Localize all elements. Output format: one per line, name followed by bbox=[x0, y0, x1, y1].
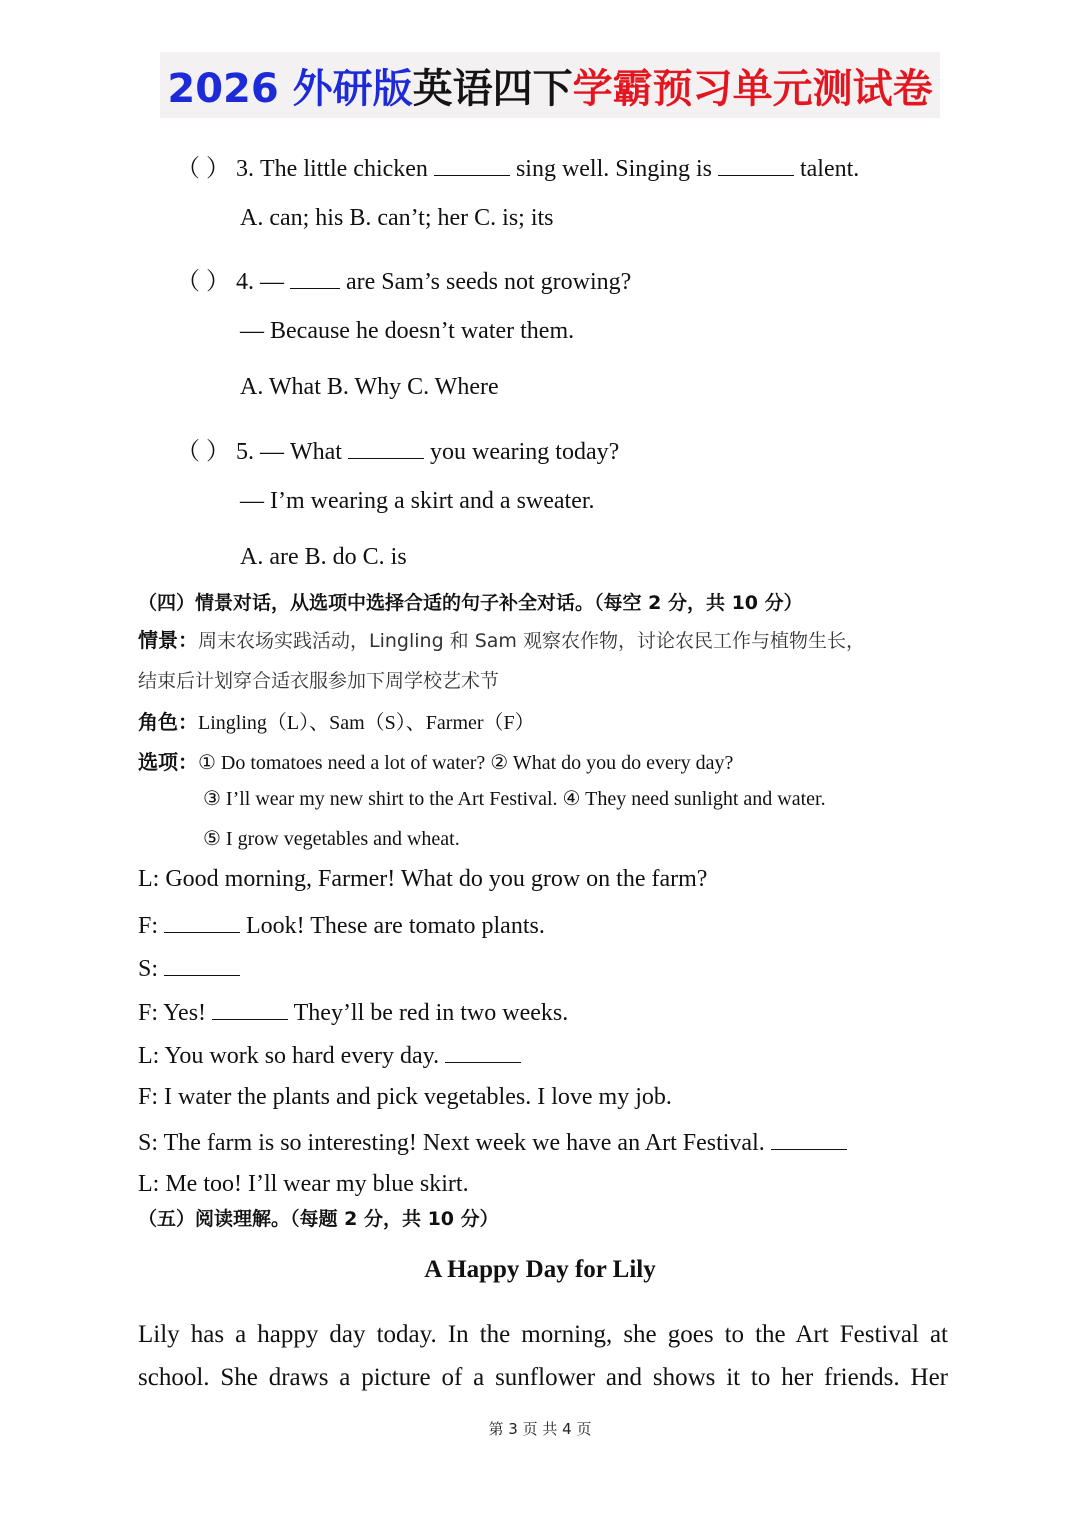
section-4-heading: （四）情景对话，从选项中选择合适的句子补全对话。（每空 2 分，共 10 分） bbox=[138, 592, 803, 614]
fill-blank[interactable] bbox=[434, 153, 510, 176]
fill-blank[interactable] bbox=[348, 436, 424, 459]
title-part-year: 2026 外研版 bbox=[167, 65, 413, 112]
scene-line bbox=[138, 624, 865, 653]
fill-blank[interactable] bbox=[164, 953, 240, 976]
dialogue-line: L: Me too! I’ll wear my blue skirt. bbox=[138, 1171, 469, 1197]
fill-blank[interactable] bbox=[718, 153, 794, 176]
dialogue-line: L: Good morning, Farmer! What do you grow on the farm? bbox=[138, 866, 708, 892]
reading-paragraph-line: school. She draws a picture of a sunflower and shows it to her friends. Her bbox=[138, 1364, 948, 1391]
choice-row: ③ I’ll wear my new shirt to the Art Festival. ④ They need sunlight and water. bbox=[203, 788, 826, 810]
document-title-banner bbox=[160, 52, 940, 118]
choice-row: ⑤ I grow vegetables and wheat. bbox=[203, 828, 460, 850]
question-5: （ ） 5. — What you wearing today? bbox=[176, 431, 619, 466]
dialogue-line: L: You work so hard every day. bbox=[138, 1040, 521, 1070]
scene-text: 周末农场实践活动，Lingling 和 Sam 观察农作物，讨论农民工作与植物生长， bbox=[198, 630, 865, 652]
fill-blank[interactable] bbox=[212, 997, 288, 1020]
choices-line bbox=[138, 746, 733, 775]
dialogue-line: F: I water the plants and pick vegetables. I love my job. bbox=[138, 1084, 672, 1110]
section-5-heading: （五）阅读理解。（每题 2 分，共 10 分） bbox=[138, 1208, 499, 1230]
title-part-subject: 英语四下 bbox=[412, 65, 573, 112]
fill-blank[interactable] bbox=[445, 1040, 521, 1063]
scene-text-continued: 结束后计划穿合适衣服参加下周学校艺术节 bbox=[138, 670, 500, 692]
question-4: （ ） 4. — are Sam’s seeds not growing? bbox=[176, 261, 631, 296]
dialogue-line: S: bbox=[138, 953, 240, 983]
fill-blank[interactable] bbox=[771, 1127, 847, 1150]
choices-label: 选项： bbox=[138, 750, 198, 774]
scene-label: 情景： bbox=[138, 628, 198, 652]
roles-line bbox=[138, 706, 535, 735]
dialogue-line: S: The farm is so interesting! Next week we have an Art Festival. bbox=[138, 1127, 847, 1157]
question-5-answer-line: — I’m wearing a skirt and a sweater. bbox=[240, 488, 595, 514]
question-5-options: A. are B. do C. is bbox=[240, 544, 407, 570]
reading-title: A Happy Day for Lily bbox=[424, 1256, 656, 1283]
fill-blank[interactable] bbox=[164, 910, 240, 933]
question-3: （ ） 3. The little chicken sing well. Singing is talent. bbox=[176, 148, 859, 183]
dialogue-line: F: Look! These are tomato plants. bbox=[138, 910, 545, 940]
question-3-options: A. can; his B. can’t; her C. is; its bbox=[240, 205, 554, 231]
answer-bracket[interactable]: （ ） bbox=[176, 269, 230, 295]
reading-paragraph-line: Lily has a happy day today. In the morning, she goes to the Art Festival at bbox=[138, 1321, 948, 1348]
question-4-answer-line: — Because he doesn’t water them. bbox=[240, 318, 575, 344]
answer-bracket[interactable]: （ ） bbox=[176, 439, 230, 465]
choice-row: ① Do tomatoes need a lot of water? ② What do you do every day? bbox=[198, 752, 734, 774]
answer-bracket[interactable]: （ ） bbox=[176, 156, 230, 182]
roles-text: Lingling（L）、Sam（S）、Farmer（F） bbox=[198, 712, 535, 734]
fill-blank[interactable] bbox=[290, 266, 340, 289]
roles-label: 角色： bbox=[138, 710, 198, 734]
title-part-test: 学霸预习单元测试卷 bbox=[572, 65, 933, 112]
dialogue-line: F: Yes! They’ll be red in two weeks. bbox=[138, 997, 568, 1027]
question-4-options: A. What B. Why C. Where bbox=[240, 374, 499, 400]
page-number: 第 3 页 共 4 页 bbox=[488, 1420, 592, 1438]
